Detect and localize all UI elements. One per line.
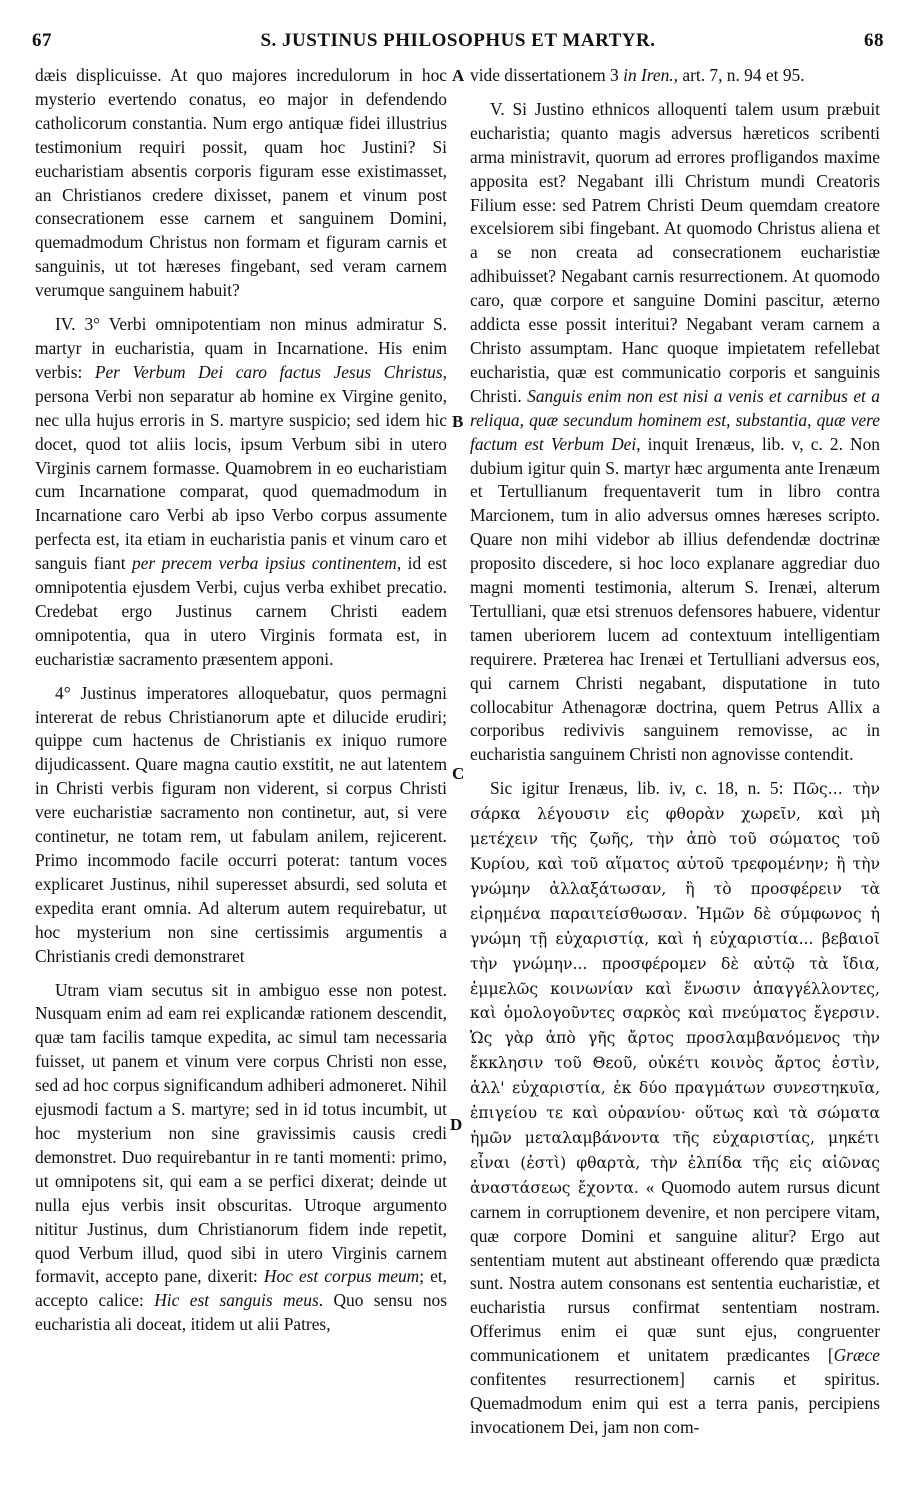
quote-per-precem: per precem verba ipsius continentem: [132, 553, 397, 574]
quote-hic-est-sanguis: Hic est sanguis meus: [154, 1290, 319, 1311]
left-paragraph-2: IV. 3° Verbi omnipotentiam non minus admiratur S. martyr in eucharistia, quam in Incarnatione. His enim verbis: Per Verbum Dei caro factus Jesus Christus, persona Verbi non separatur ab homine ex Virgine genito, nec ulla hujus erroris in S. martyre suspicio; sed idem hic docet, quod tot aliis locis, ipsum Verbum sibi in utero Virginis carnem formasse. Quamobrem in eo eucharistiam cum Incarnatione comparat, quod quemadmodum in Incarnatione caro Verbi ab ipso Verbo corpus assumente perfecta est, ita etiam in eucharistia panis et vinum caro et sanguis fiant per precem verba ipsius continentem, id est omnipotentia ejusdem Verbi, cujus verba exhibet precatio. Credebat ergo Justinus carnem Christi eadem omnipotentia, qua in utero Virginis formata est, in eucharistiæ sacramento præsentem apponi.: [35, 314, 447, 669]
margin-marker-a: A: [452, 66, 465, 85]
margin-marker-b: B: [452, 412, 464, 431]
quote-per-verbum: Per Verbum Dei caro factus Jesus Christus: [94, 361, 443, 382]
right-paragraph-1: vide dissertationem 3 in Iren., art. 7, n. 94 et 95.: [470, 65, 805, 85]
left-paragraph-3: 4° Justinus imperatores alloquebatur, quos permagni intererat de rebus Christianorum apte et dilucide erudiri; quippe cum hactenus de Christianis ex iniquo rumore dijudicassent. Quare magna cautio exstitit, ne aut latentem in Christi verbis figuram non viderent, si corpus Christi vere eucharistiæ sacramento non continetur, aut, si vere continetur, ne totam rem, ut fabulam anilem, rejicerent. Primo incommodo facile occurri poterat: tantum voces explicaret Justinus, nihil superesset absurdi, sed soluta et expedita erant omnia. Ad alterum autem requirebatur, ut hoc mysterium non sine certissimis argumentis a Christianis credi demonstraret: [35, 682, 447, 966]
right-page-number: 68: [864, 30, 884, 51]
greek-quotation: Πῶς... τὴν σάρκα λέγουσιν εἰς φθορὰν χωρεῖν, καὶ μὴ μετέχειν τῆς ζωῆς, τὴν ἀπὸ τοῦ σώματος τοῦ Κυρίου, καὶ τοῦ αἵματος αὐτοῦ τρεφομένην; ἢ τὴν γνώμην ἀλλαξάτωσαν, ἢ τὸ προσφέρειν τὰ εἰρημένα παραιτείσθωσαν. Ἡμῶν δὲ σύμφωνος ἡ γνώμη τῇ εὐχαριστίᾳ, καὶ ἡ εὐχαριστία... βεβαιοῖ τὴν γνώμην... προσφέρομεν δὲ αὐτῷ τὰ ἴδια, ἐμμελῶς κοινωνίαν καὶ ἕνωσιν ἀπαγγέλλοντες, καὶ ὁμολογοῦντες σαρκὸς καὶ πνεύματος ἔγερσιν. Ὡς γὰρ ἀπὸ γῆς ἄρτος προσλαμβανόμενος τὴν ἔκκλησιν τοῦ Θεοῦ, οὐκέτι κοινὸς ἄρτος ἐστὶν, ἀλλ' εὐχαριστία, ἐκ δύο πραγμάτων συνεστηκυῖα, ἐπιγείου τε καὶ οὐρανίου· οὕτως καὶ τὰ σώματα ἡμῶν μεταλαμβάνοντα τῆς εὐχαριστίας, μηκέτι εἶναι (ἐστὶ) φθαρτὰ, τὴν ἐλπίδα τῆς εἰς αἰῶνας ἀναστάσεως ἔχοντα.: [470, 780, 880, 1197]
margin-marker-c: C: [452, 764, 465, 783]
left-page-number: 67: [32, 30, 52, 51]
margin-marker-d: D: [450, 1115, 463, 1134]
quote-hoc-est-corpus: Hoc est corpus meum: [263, 1266, 420, 1287]
left-column: [35, 64, 447, 1347]
right-column: [470, 64, 880, 1450]
right-paragraph-2: V. Si Justino ethnicos alloquenti talem usum præbuit eucharistia; quanto magis adversus hæreticos scribenti arma ministravit, quorum ad errores profligandos maxime apposita est? Negabant illi Christum mundi Creatoris Filium esse: sed Patrem Christi Deum quemdam creatore excelsiorem sibi fingebant. At quomodo Christus aliena et a se non creata ad consecrationem eucharistiæ adhibuisset? Negabant carnis resurrectionem. At quomodo caro, quæ corpore et sanguine Domini pascitur, æterno addicta esse possit interitui? Negabant veram carnem a Christo assumptam. Hanc quoque impietatem refellebat eucharistia, quæ est communicatio corporis et sanguinis Christi. Sanguis enim non est nisi a venis et carnibus et a reliqua, quæ secundum hominem est, substantia, quæ vere factum est Verbum Dei, inquit Irenæus, lib. v, c. 2. Non dubium igitur quin S. martyr hæc argumenta ante Irenæum et Tertullianum frequentaverit tum in libro contra Marcionem, tum in alio adversus omnes hæreses scripto. Quare non mihi videbor ab illius defendendæ doctrinæ proposito discedere, si hoc loco explanare aggrediar duo magni momenti testimonia, alterum S. Irenæi, alterum Tertulliani, quæ etsi strenuos defensores habuere, videntur tamen uberiorem lucem ad contextuum intelligentiam requirere. Præterea hac Irenæi et Tertulliani adversus eos, qui carnem Christi negabant, disputatione in tuto collocabitur Athenagoræ doctrina, quem Petrus Allix a corporibus redivivis sanguinem removisse, ac in eucharistia sanguinem Christi non agnovisse contendit.: [470, 98, 881, 765]
running-title: S. JUSTINUS PHILOSOPHUS ET MARTYR.: [260, 30, 656, 51]
left-paragraph-4: Utram viam secutus sit in ambiguo esse non potest. Nusquam enim ad eam rei explicandæ rationem descendit, quæ tam facilis tamque expedita, ac simul tam necessaria fuisset, ut panem et vinum vere corpus Christi non esse, sed ad hoc corpus significandum adhiberi admoneret. Nihil ejusmodi factum a S. martyre; sed in id totus incumbit, ut hoc mysterium non sine gravissimis causis credi demonstret. Duo requirebantur in re tanti momenti: primo, ut omnipotens sit, qui eam a se perfici dixerat; deinde ut nulla ejus verbis insit obscuritas. Utroque argumento nititur Justinus, dum Christianorum fidem inde repetit, quod Verbum illud, quod sibi in utero Virginis carnem formavit, accepto pane, dixerit: Hoc est corpus meum; et, accepto calice: Hic est sanguis meus. Quo sensu nos eucharistia ali doceat, itidem ut alii Patres,: [35, 979, 448, 1335]
left-paragraph-1: dæis displicuisse. At quo majores incredulorum in hoc mysterio evertendo conatus, eo major in defendendo catholicorum constantia. Num ergo antiquæ fidei illustrius testimonium requiri possit, quam hoc Justini? Si eucharistiam absentis corporis figuram esse existimasset, an Christianos credere dixisset, panem et vinum post consecrationem esse carnem et sanguinem Domini, quemadmodum Christus non formam et figuram carnis et sanguinis, ut tot hæreses fingebant, sed veram carnem verumque sanguinem habuit?: [35, 65, 447, 301]
quote-irenaeus-latin: Sanguis enim non est nisi a venis et carnibus et a reliqua, quæ secundum hominem est, substantia, quæ vere factum est Verbum Dei: [470, 385, 881, 454]
right-paragraph-3: Sic igitur Irenæus, lib. iv, c. 18, n. 5: Πῶς... τὴν σάρκα λέγουσιν εἰς φθορὰν χωρεῖν, καὶ μὴ μετέχειν τῆς ζωῆς, τὴν ἀπὸ τοῦ σώματος τοῦ Κυρίου, καὶ τοῦ αἵματος αὐτοῦ τρεφομένην; ἢ τὴν γνώμην ἀλλαξάτωσαν, ἢ τὸ προσφέρειν τὰ εἰρημένα παραιτείσθωσαν. Ἡμῶν δὲ σύμφωνος ἡ γνώμη τῇ εὐχαριστίᾳ, καὶ ἡ εὐχαριστία... βεβαιοῖ τὴν γνώμην... προσφέρομεν δὲ αὐτῷ τὰ ἴδια, ἐμμελῶς κοινωνίαν καὶ ἕνωσιν ἀπαγγέλλοντες, καὶ ὁμολογοῦντες σαρκὸς καὶ πνεύματος ἔγερσιν. Ὡς γὰρ ἀπὸ γῆς ἄρτος προσλαμβανόμενος τὴν ἔκκλησιν τοῦ Θεοῦ, οὐκέτι κοινὸς ἄρτος ἐστὶν, ἀλλ' εὐχαριστία, ἐκ δύο πραγμάτων συνεστηκυῖα, ἐπιγείου τε καὶ οὐρανίου· οὕτως καὶ τὰ σώματα ἡμῶν μεταλαμβάνοντα τῆς εὐχαριστίας, μηκέτι εἶναι (ἐστὶ) φθαρτὰ, τὴν ἐλπίδα τῆς εἰς αἰῶνας ἀναστάσεως ἔχοντα. « Quomodo autem rursus dicunt carnem in corruptionem devenire, et non percipere vitam, quæ corpore Domini et sanguine alitur? Ergo aut sententiam mutent aut abstineant offerendo quæ prædicta sunt. Nostra autem consonans est sententia eucharistiæ, et eucharistia rursus confirmat sententiam nostram. Offerimus enim ei quæ sunt ejus, congruenter communicationem et unitatem prædicantes [Græce confitentes resurrectionem] carnis et spiritus. Quemadmodum enim qui est a terra panis, percipiens invocationem Dei, jam non com-: [470, 778, 880, 1437]
page-header: [32, 30, 884, 60]
